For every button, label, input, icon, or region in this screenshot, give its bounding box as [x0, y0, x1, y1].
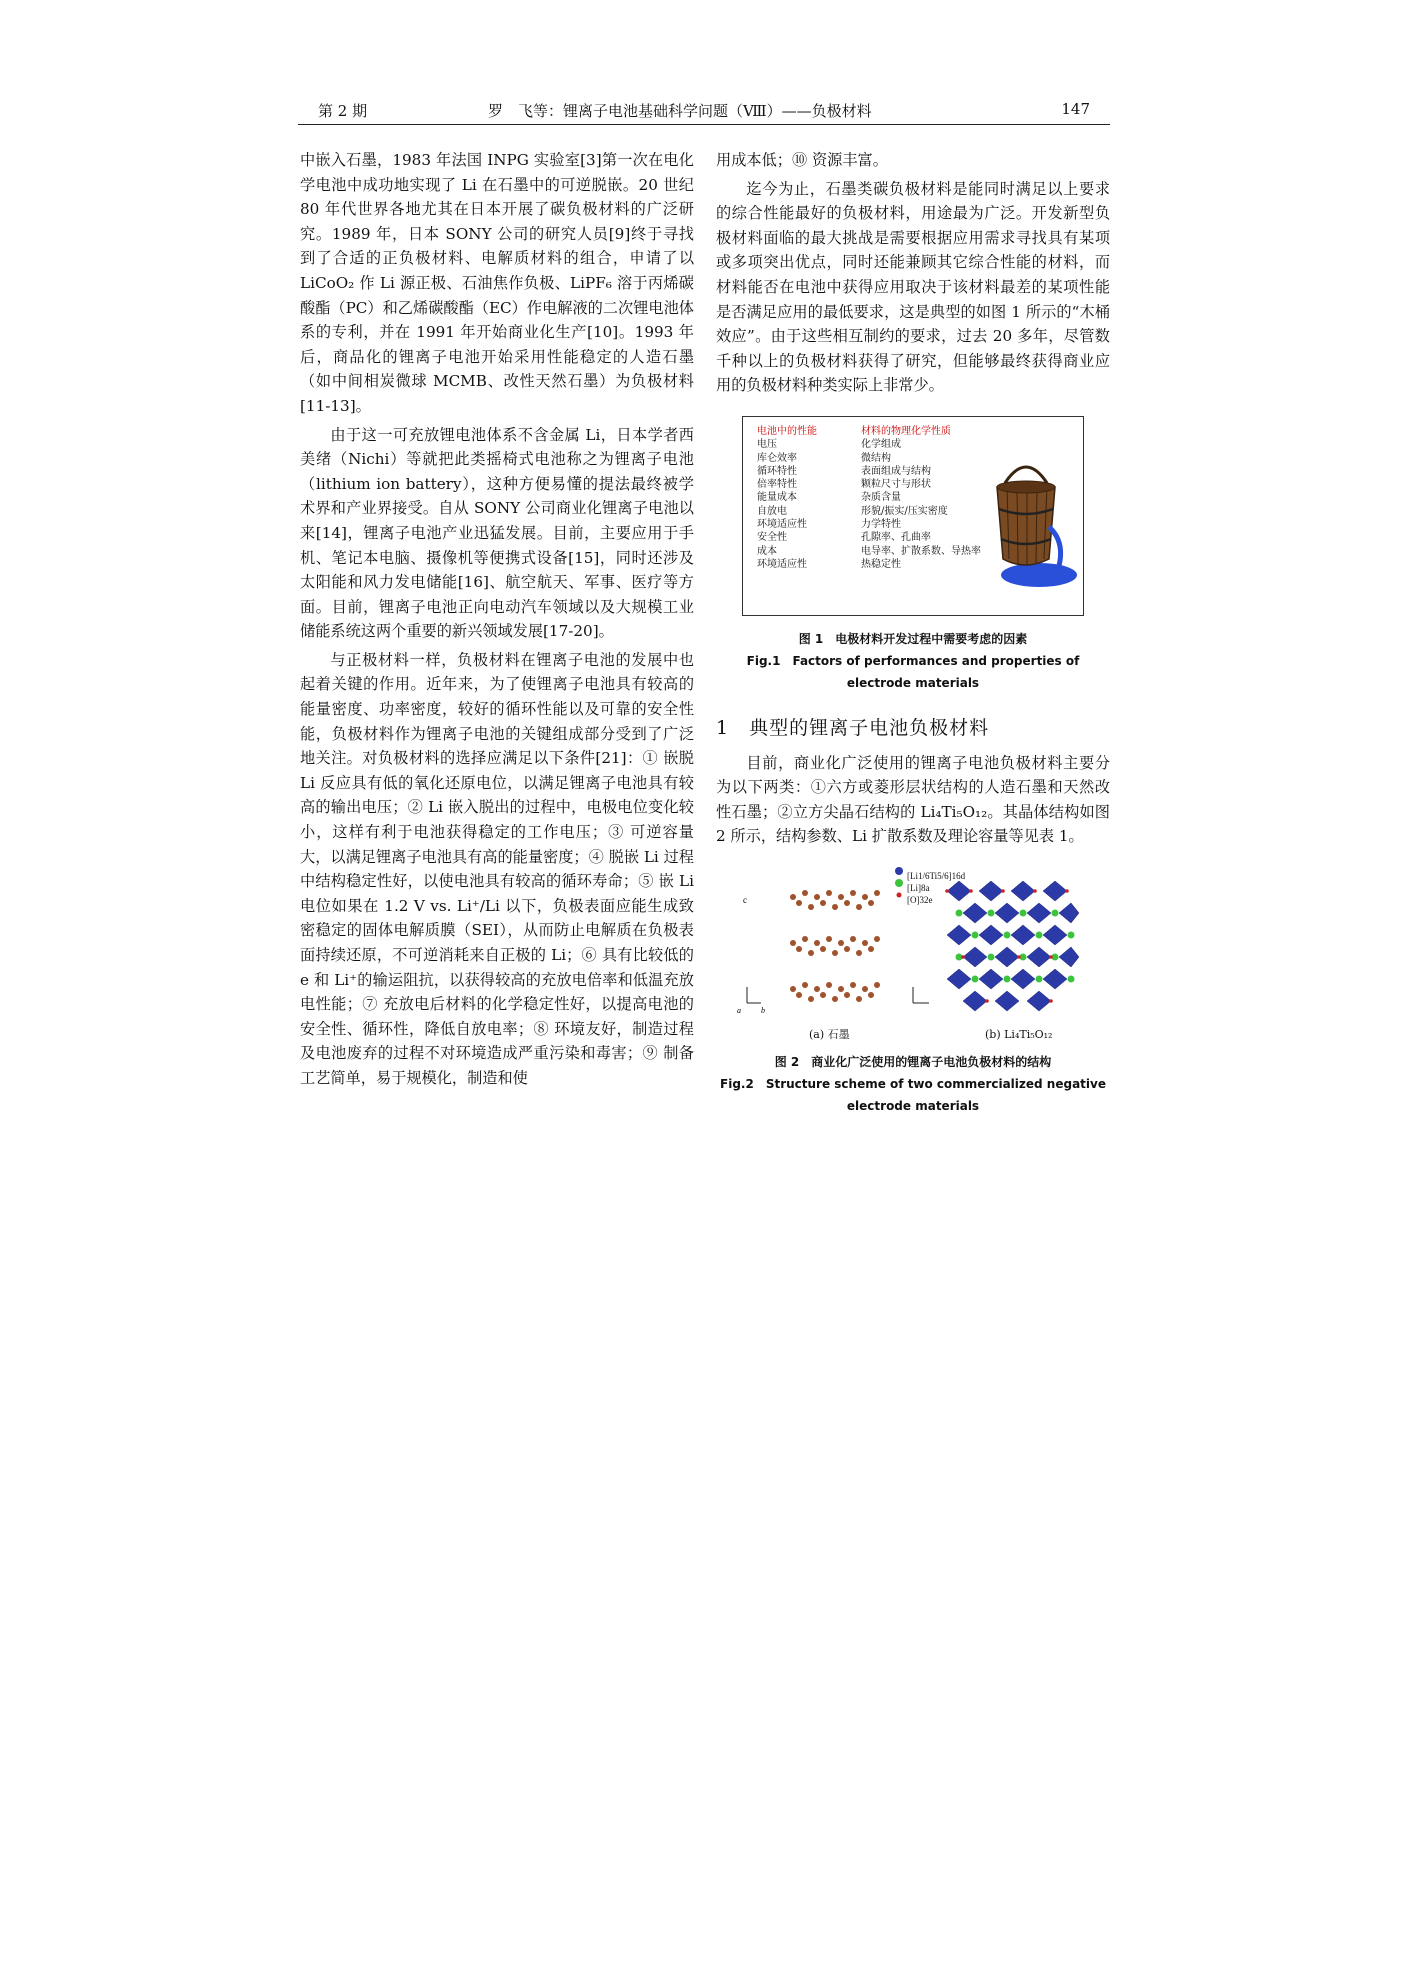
fig1-item: 杂质含量 — [861, 492, 901, 504]
figure-2-caption-en: Fig.2 Structure scheme of two commercialized negative electrode materials — [720, 1076, 1106, 1113]
graphite-structure — [737, 890, 880, 1015]
fig1-item: 颗粒尺寸与形状 — [861, 479, 931, 491]
paragraph: 迄今为止，石墨类碳负极材料是能同时满足以上要求的综合性能最好的负极材料，用途最为广泛。开发新型负极材料面临的最大挑战是需要根据应用需求寻找具有某项或多项突出优点，同时还能兼顾其它综合性能的材料，而材料能否在电池中获得应用取决于该材料最差的某项性能是否满足应用的最低要求，这是典型的如图 1 所示的“木桶效应”。由于这些相互制约的要求，过去 20 多年，尽管数千种以上的负极材料获得了研究，但能够最终获得商业应用的负极材料种类实际上非常少。 — [716, 179, 1110, 395]
paragraph: 与正极材料一样，负极材料在锂离子电池的发展中也起着关键的作用。近年来，为了使锂离子电池具有较高的能量密度、功率密度，较好的循环性能以及可靠的安全性能，负极材料作为锂离子电池的关键组成部分受到了广泛地关注。对负极材料的选择应满足以下条件[21]：① 嵌脱 Li 反应具有低的氧化还原电位，以满足锂离子电池具有较高的输出电压；② Li 嵌入脱出的过程中，电极电位变化较小，这样有利于电池获得稳定的工作电压；③ 可逆容量大，以满足锂离子电池具有高的能量密度；④ 脱嵌 Li 过程中结构稳定性好，以使电池具有较高的循环寿命；⑤ 嵌 Li 电位如果在 1.2 V vs. Li⁺/Li 以下，负极表面应能生成致密稳定的固体电解质膜（SEI），从而防止电解质在负极表面持续还原，不可逆消耗来自正极的 Li；⑥ 具有比较低的 e 和 Li⁺的输运阻抗，以获得较高的充放电倍率和低温充放电性能；⑦ 充放电后材料的化学稳定性好，以提高电池的安全性、循环性，降低自放电率；⑧ 环境友好，制造过程及电池废弃的过程不对环境造成严重污染和毒害；⑨ 制备工艺简单，易于规模化，制造和使 — [300, 650, 694, 1087]
issue-number: 第 2 期 — [318, 102, 368, 120]
figure-2 — [733, 863, 1093, 1039]
legend-item: [O]32e — [907, 894, 933, 905]
figure-2-legend — [895, 867, 903, 898]
fig1-item: 能量成本 — [757, 492, 797, 504]
fig1-item: 倍率特性 — [757, 479, 797, 491]
fig1-item: 电压 — [757, 439, 777, 451]
svg-text:b: b — [761, 1005, 765, 1015]
fig1-item: 库仑效率 — [757, 452, 797, 464]
paragraph: 用成本低；⑩ 资源丰富。 — [716, 151, 888, 169]
fig1-item: 自放电 — [757, 505, 787, 517]
legend-item: [Li1/6Ti5/6]16d — [907, 870, 966, 881]
paragraph: 中嵌入石墨，1983 年法国 INPG 实验室[3]第一次在电化学电池中成功地实现了 Li 在石墨中的可逆脱嵌。20 世纪 80 年代世界各地尤其在日本开展了碳负极材料的广泛研究。1989 年，日本 SONY 公司的研究人员[9]终于寻找到了合适的正负极材料、电解质材料的组合，申请了以 LiCoO₂ 作 Li 源正极、石油焦作负极、LiPF₆ 溶于丙烯碳酸酯（PC）和乙烯碳酸酯（EC）作电解液的二次锂电池体系的专利，并在 1991 年开始商业化生产[10]。1993 年后，商品化的锂离子电池开始采用性能稳定的人造石墨（如中间相炭微球 MCMB、改性天然石墨）为负极材料[11-13]。 — [300, 151, 694, 415]
legend-item: [Li]8a — [907, 882, 930, 893]
left-column — [300, 148, 694, 1091]
running-title: 罗 飞等：锂离子电池基础科学问题（Ⅷ）——负极材料 — [488, 102, 872, 120]
svg-text:c: c — [743, 894, 747, 905]
figure-1-caption-cn: 图 1 电极材料开发过程中需要考虑的因素 — [798, 631, 1028, 646]
figure-1-caption-en: Fig.1 Factors of performances and properties of electrode materials — [746, 653, 1080, 690]
fig1-col-b-header: 材料的物理化学性质 — [861, 425, 951, 437]
svg-text:a: a — [737, 1005, 741, 1015]
figure-2-caption-cn: 图 2 商业化广泛使用的锂离子电池负极材料的结构 — [774, 1054, 1052, 1069]
fig1-col-a-header: 电池中的性能 — [757, 425, 817, 437]
fig1-item: 电导率、扩散系数、导热率 — [861, 545, 981, 557]
wooden-bucket-illustration — [987, 447, 1077, 597]
page-number: 147 — [1061, 100, 1090, 118]
fig1-item: 环境适应性 — [757, 558, 807, 570]
fig1-item: 安全性 — [757, 532, 787, 544]
right-column — [716, 148, 1110, 1117]
fig1-item: 成本 — [757, 545, 777, 557]
fig1-item: 化学组成 — [861, 439, 901, 451]
paragraph: 由于这一可充放锂电池体系不含金属 Li，日本学者西美绪（Nichi）等就把此类摇椅式电池称之为锂离子电池（lithium ion battery），这种方便易懂的提法最终被学术界和产业界接受。自从 SONY 公司商业化锂离子电池以来[14]，锂离子电池产业迅猛发展。目前，主要应用于手机、笔记本电脑、摄像机等便携式设备[15]，同时还涉及太阳能和风力发电储能[16]、航空航天、军事、医疗等方面。目前，锂离子电池正向电动汽车领域以及大规模工业储能系统这两个重要的新兴领域发展[17-20]。 — [300, 425, 694, 641]
spinel-structure — [913, 881, 1079, 1011]
fig1-item: 孔隙率、孔曲率 — [861, 532, 931, 544]
running-header — [298, 96, 1110, 125]
fig1-item: 形貌/振实/压实密度 — [861, 505, 948, 517]
figure-1 — [742, 416, 1084, 616]
fig1-item: 微结构 — [861, 452, 891, 464]
fig1-item: 环境适应性 — [757, 519, 807, 531]
paragraph: 目前，商业化广泛使用的锂离子电池负极材料主要分为以下两类：①六方或菱形层状结构的人造石墨和天然改性石墨；②立方尖晶石结构的 Li₄Ti₅O₁₂。其晶体结构如图 2 所示，结构参数、Li 扩散系数及理论容量等见表 1。 — [716, 753, 1110, 846]
fig1-item: 循环特性 — [757, 465, 797, 477]
fig1-item: 力学特性 — [861, 519, 901, 531]
panel-label-a: (a) 石墨 — [809, 1027, 850, 1041]
section-heading: 1 典型的锂离子电池负极材料 — [716, 716, 990, 739]
figure-1-table — [757, 425, 1001, 571]
fig1-item: 表面组成与结构 — [861, 465, 931, 477]
panel-label-b: (b) Li₄Ti₅O₁₂ — [985, 1027, 1053, 1041]
fig1-item: 热稳定性 — [861, 558, 901, 570]
